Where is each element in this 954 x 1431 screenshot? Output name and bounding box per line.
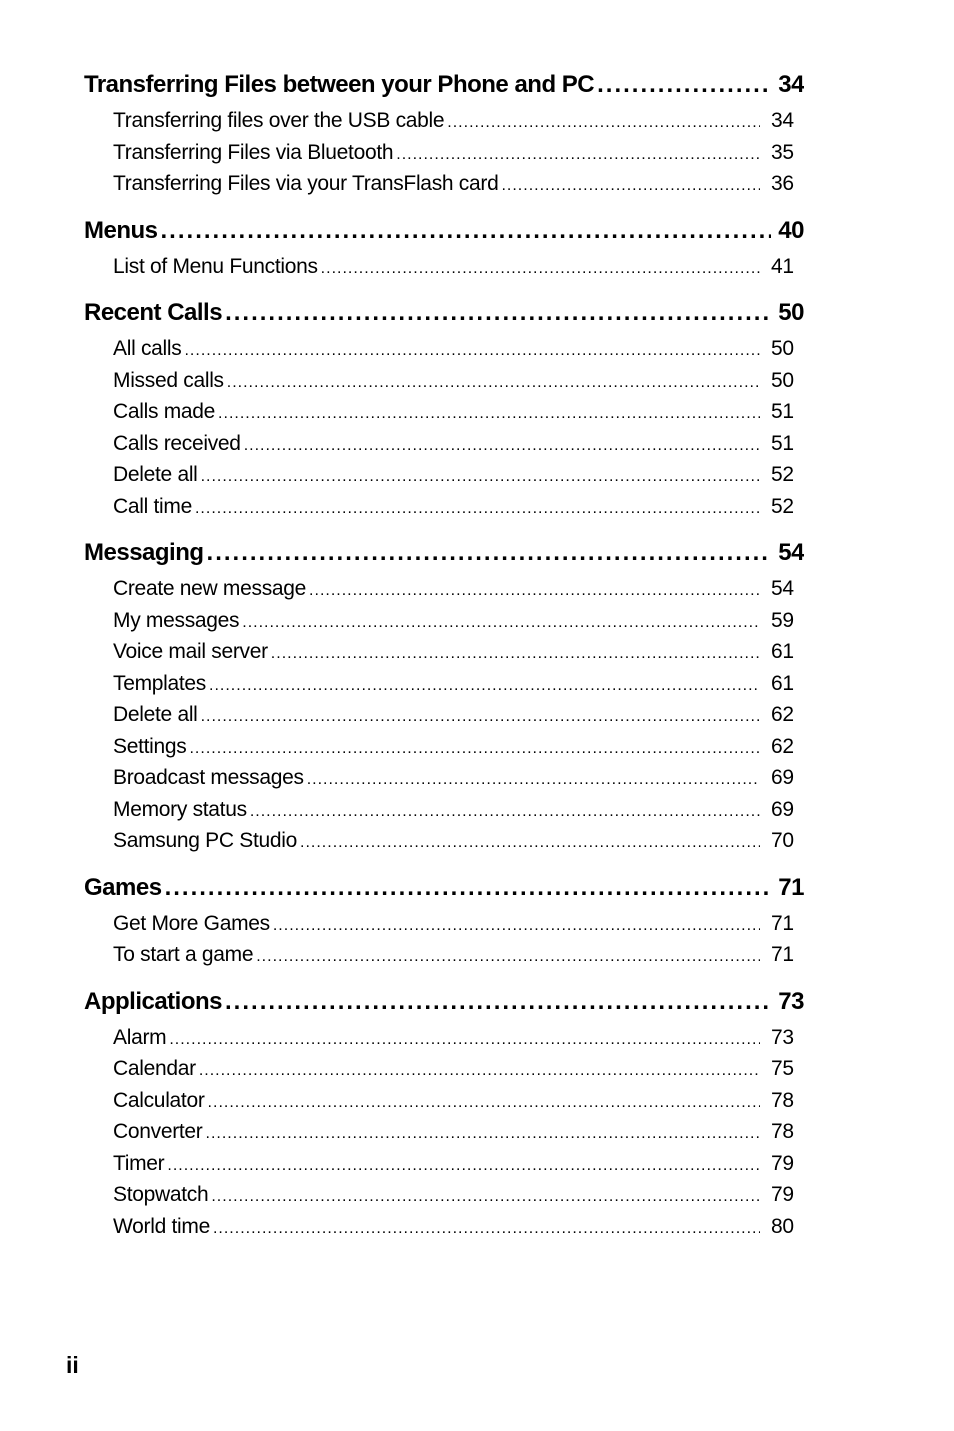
toc-entry[interactable] [84,251,804,283]
toc-entry-page: 71 [771,943,794,966]
toc-entry-page: 71 [771,911,794,935]
toc-heading-page: 40 [778,216,804,244]
toc-entry-title: Samsung PC Studio [113,829,298,852]
toc-entry-title: To start a game [113,943,254,966]
toc-section [84,210,804,283]
toc-heading-title: Menus [84,216,158,244]
toc-entry-title: Timer [113,1151,165,1175]
toc-entry-page: 52 [771,494,794,518]
toc-section [84,532,804,857]
toc-leader-dots [201,701,760,731]
toc-entry[interactable] [84,428,804,460]
toc-entry-title: Settings [113,734,187,758]
toc-leader-dots [167,1150,760,1180]
toc-entry[interactable] [84,794,804,826]
toc-section [84,292,804,522]
toc-leader-dots [169,1024,760,1054]
toc-entry-page: 75 [771,1057,794,1080]
toc-entry-title: Memory status [113,797,247,821]
toc-entry[interactable] [84,1053,804,1085]
toc-heading-title: Messaging [84,539,204,566]
toc-leader-dots [201,461,760,491]
toc-entry-page: 35 [771,140,794,164]
toc-entry-page: 59 [771,608,794,632]
toc-leader-dots [256,941,760,971]
toc-leader-dots [242,607,760,637]
toc-entry-title: Call time [113,494,192,518]
toc-entry[interactable] [84,699,804,731]
toc-entry-page: 79 [771,1151,794,1175]
toc-heading-title: Transferring Files between your Phone and PC [84,71,595,98]
toc-entry-page: 62 [771,703,794,726]
toc-entry[interactable] [84,668,804,700]
toc-leader-dots [189,733,760,763]
toc-entry[interactable] [84,1148,804,1180]
toc-leader-dots [213,1213,760,1243]
toc-entry-page: 62 [771,734,794,758]
toc-entry[interactable] [84,1022,804,1054]
toc-heading[interactable] [84,292,804,333]
toc-leader-dots [225,292,771,333]
toc-heading-page: 54 [778,539,804,566]
toc-leader-dots [206,1118,760,1148]
toc-entry-title: Converter [113,1120,203,1143]
toc-leader-dots [161,210,771,251]
toc-entry[interactable] [84,636,804,668]
toc-entry[interactable] [84,762,804,794]
toc-entry-page: 50 [771,368,794,392]
toc-entry[interactable] [84,491,804,523]
toc-entry-page: 51 [771,400,794,423]
toc-entry-title: Voice mail server [113,640,268,663]
toc-entry-page: 61 [771,671,794,695]
toc-entry-title: Missed calls [113,368,224,392]
toc-leader-dots [244,430,760,460]
toc-leader-dots [208,1087,760,1117]
toc-leader-dots [184,335,760,365]
toc-entry[interactable] [84,365,804,397]
toc-leader-dots [501,170,760,200]
toc-heading-page: 50 [778,299,804,326]
toc-entry-title: Calculator [113,1088,205,1112]
toc-leader-dots [207,532,771,573]
toc-leader-dots [447,107,760,137]
toc-leader-dots [225,981,771,1022]
toc-entry-page: 54 [771,577,794,600]
toc-leader-dots [309,575,760,605]
toc-entry-page: 69 [771,766,794,789]
toc-entry-title: Create new message [113,577,307,600]
toc-leader-dots [195,493,760,523]
toc-entry[interactable] [84,573,804,605]
toc-entry-page: 70 [771,829,794,852]
toc-leader-dots [396,139,760,169]
toc-entry[interactable] [84,396,804,428]
toc-leader-dots [218,398,760,428]
page-number: ii [66,1352,79,1378]
toc-leader-dots [165,867,771,908]
toc-heading[interactable] [84,210,804,251]
toc-entry-page: 52 [771,463,794,486]
toc-leader-dots [300,827,760,857]
toc-entry-title: Transferring files over the USB cable [113,109,445,132]
toc-entry-title: Calls received [113,431,241,455]
toc-leader-dots [227,367,760,397]
toc-section [84,64,804,200]
toc-entry-title: Stopwatch [113,1183,209,1206]
toc-leader-dots [273,910,760,940]
toc-entry-title: World time [113,1214,210,1238]
toc-entry[interactable] [84,731,804,763]
toc-entry-page: 78 [771,1120,794,1143]
toc-entry-title: Transferring Files via your TransFlash card [113,172,499,195]
toc-entry[interactable] [84,137,804,169]
toc-entry-page: 41 [771,254,794,278]
toc-entry-page: 61 [771,640,794,663]
toc-leader-dots [307,764,760,794]
toc-entry-title: List of Menu Functions [113,254,318,278]
toc-entry[interactable] [84,908,804,940]
toc-heading-title: Recent Calls [84,299,223,326]
toc-heading[interactable] [84,981,804,1022]
toc-leader-dots [199,1055,760,1085]
toc-heading-page: 71 [778,873,804,901]
toc-entry[interactable] [84,939,804,971]
toc-entry-page: 34 [771,109,794,132]
toc-entry[interactable] [84,1116,804,1148]
toc-heading-title: Games [84,873,162,901]
toc-leader-dots [250,796,760,826]
toc-heading[interactable] [84,532,804,573]
toc-entry-title: Alarm [113,1025,167,1049]
toc-entry-title: Templates [113,671,207,695]
toc-entry-page: 79 [771,1183,794,1206]
toc-leader-dots [271,638,760,668]
toc-heading[interactable] [84,867,804,908]
toc-entry-page: 78 [771,1088,794,1112]
toc-leader-dots [211,1181,760,1211]
toc-entry[interactable] [84,1179,804,1211]
toc-leader-dots [209,670,760,700]
toc-heading-page: 34 [778,71,804,98]
toc-entry-title: Get More Games [113,911,270,935]
toc-leader-dots [597,64,771,105]
toc-entry[interactable] [84,105,804,137]
toc-entry-title: All calls [113,337,182,360]
toc-entry[interactable] [84,825,804,857]
toc-entry[interactable] [84,1211,804,1243]
toc-entry-title: Calls made [113,400,216,423]
toc-entry[interactable] [84,605,804,637]
toc-entry-title: Broadcast messages [113,766,304,789]
toc-entry-title: Calendar [113,1057,196,1080]
toc-entry-page: 80 [771,1214,794,1238]
toc-entry[interactable] [84,459,804,491]
toc-entry-title: Delete all [113,703,198,726]
toc-entry[interactable] [84,1085,804,1117]
toc-entry-title: Delete all [113,463,198,486]
toc-entry-page: 50 [771,337,794,360]
toc-entry-page: 73 [771,1025,794,1049]
toc-leader-dots [321,253,760,283]
toc-section [84,981,804,1243]
toc-entry[interactable] [84,168,804,200]
toc-entry-page: 36 [771,172,794,195]
toc-heading-page: 73 [778,987,804,1015]
table-of-contents [84,64,804,1252]
toc-heading-title: Applications [84,987,223,1015]
toc-heading[interactable] [84,64,804,105]
toc-entry-page: 69 [771,797,794,821]
toc-entry[interactable] [84,333,804,365]
toc-entry-title: Transferring Files via Bluetooth [113,140,394,164]
toc-entry-title: My messages [113,608,240,632]
toc-section [84,867,804,971]
toc-entry-page: 51 [771,431,794,455]
